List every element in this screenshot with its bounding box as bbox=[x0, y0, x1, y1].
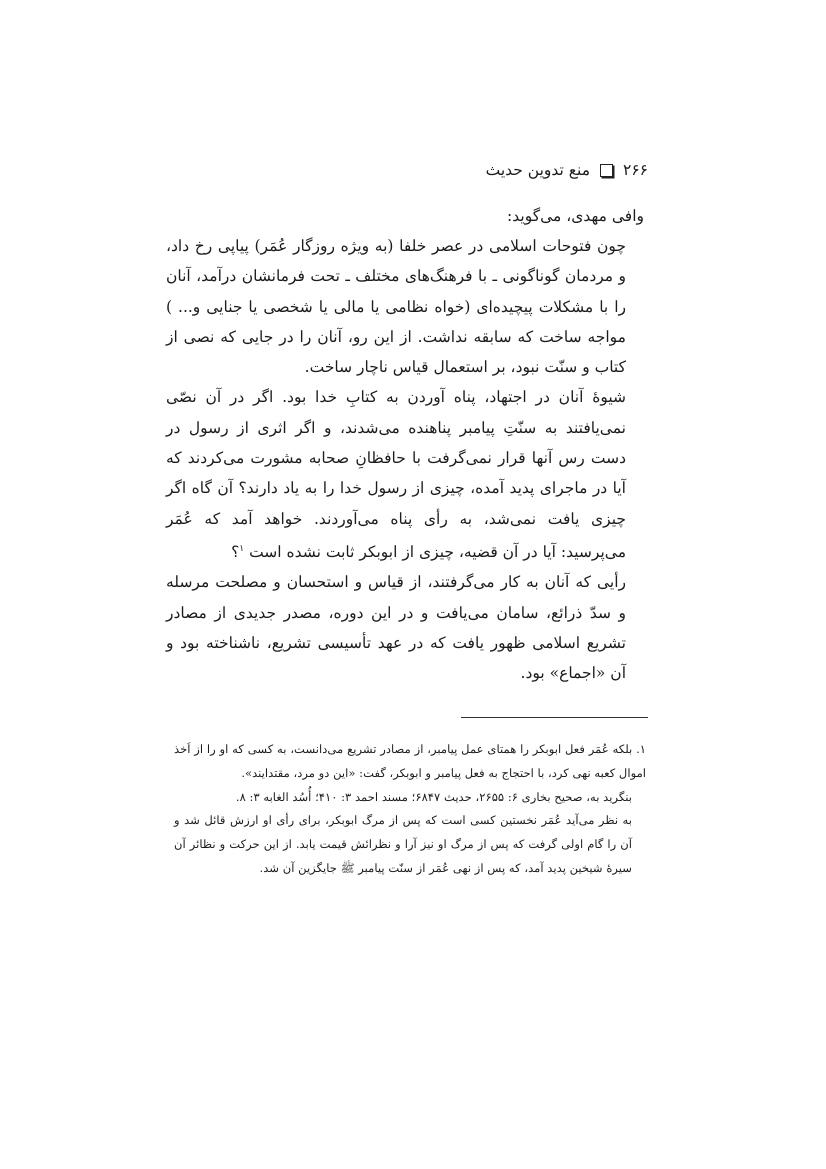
quote-paragraph-text: شیوهٔ آنان در اجتهاد، پناه آوردن به کتابِ خدا بود. اگر در آن نصّی نمی‌یافتند به سنّتِ پیامبر پناهنده می‌شدند، و اگر اثری از رسول در دست رس آنها قرار نمی‌گرفت با حافظانِ صحابه مشورت می‌کردند که آیا در ماجرای پدید آمده، چیزی از رسول خدا را به یاد دارند؟ آن گاه اگر چیزی یافت نمی‌شد، به رأی پناه می‌آوردند. خواهد آمد که عُمَر می‌پرسید: آیا در آن قضیه، چیزی از ابوبکر ثابت نشده است bbox=[166, 388, 626, 562]
quote-paragraph: چون فتوحات اسلامی در عصر خلفا (به ویژه روزگار عُمَر) پیاپی رخ داد، و مردمان گوناگونی ـ با فرهنگ‌های مختلف ـ تحت فرمانشان درآمد، آنان را با مشکلات پیچیده‌ای (خواه نظامی یا مالی یا شخصی یا جنایی و... ) مواجه ساخت که سابقه نداشت. از این رو، آنان را در جایی که نصی از کتاب و سنّت نبود، بر استعمال قیاس ناچار ساخت. bbox=[166, 237, 626, 377]
page-number: ۲۶۶ bbox=[623, 161, 648, 179]
square-ornament-icon bbox=[600, 164, 613, 177]
footnote-item: بنگرید به، صحیح بخاری ۶: ۲۶۵۵، حدیث ۶۸۴۷؛ مسند احمد ۳: ۴۱۰؛ أُسُد الغابه ۳: ۸. bbox=[235, 789, 632, 804]
footnotes bbox=[174, 738, 646, 881]
block-quote bbox=[166, 231, 626, 689]
footnote-item: ۱. بلکه عُمَر فعل ابوبکر را همتای عمل پیامبر، از مصادر تشریع می‌دانست، به کسی که او را از اَخذ اموال کعبه نهی کرد، با احتجاج به فعل پیامبر و ابوبکر، گفت: «این دو مرد، مقتدایند». bbox=[174, 742, 646, 780]
footnote-ref-marker[interactable]: ۱ bbox=[239, 543, 245, 554]
footnote-item: به نظر می‌آید عُمَر نخستین کسی است که پس از مرگ ابوبکر، برای رأی او ارزش قائل شد و آن را گام اولی گرفت که پس از مرگ او نیز آرا و نظرائش قیمت یابد. از این حرکت و نظائر آن سیرهٔ شیخین پدید آمد، که پس از نهی عُمَر از سنّت پیامبر ﷺ جایگزین آن شد. bbox=[174, 813, 632, 875]
quote-paragraph bbox=[166, 382, 626, 567]
footnote-ref-trail: ؟ bbox=[231, 543, 240, 562]
quote-paragraph: رأیی که آنان به کار می‌گرفتند، از قیاس و استحسان و مصلحت مرسله و سدّ ذرائع، سامان می‌یافت و در این دوره، مصدر جدیدی از مصادر تشریع اسلامی ظهور یافت که در عهد تأسیسی تشریع، ناشناخته بود و آن «اجماع» بود. bbox=[166, 573, 626, 683]
footnote-separator bbox=[461, 717, 648, 718]
running-title: منع تدوین حدیث bbox=[485, 161, 591, 179]
intro-line: وافی مهدی، می‌گوید: bbox=[507, 207, 644, 225]
running-header bbox=[168, 155, 648, 185]
